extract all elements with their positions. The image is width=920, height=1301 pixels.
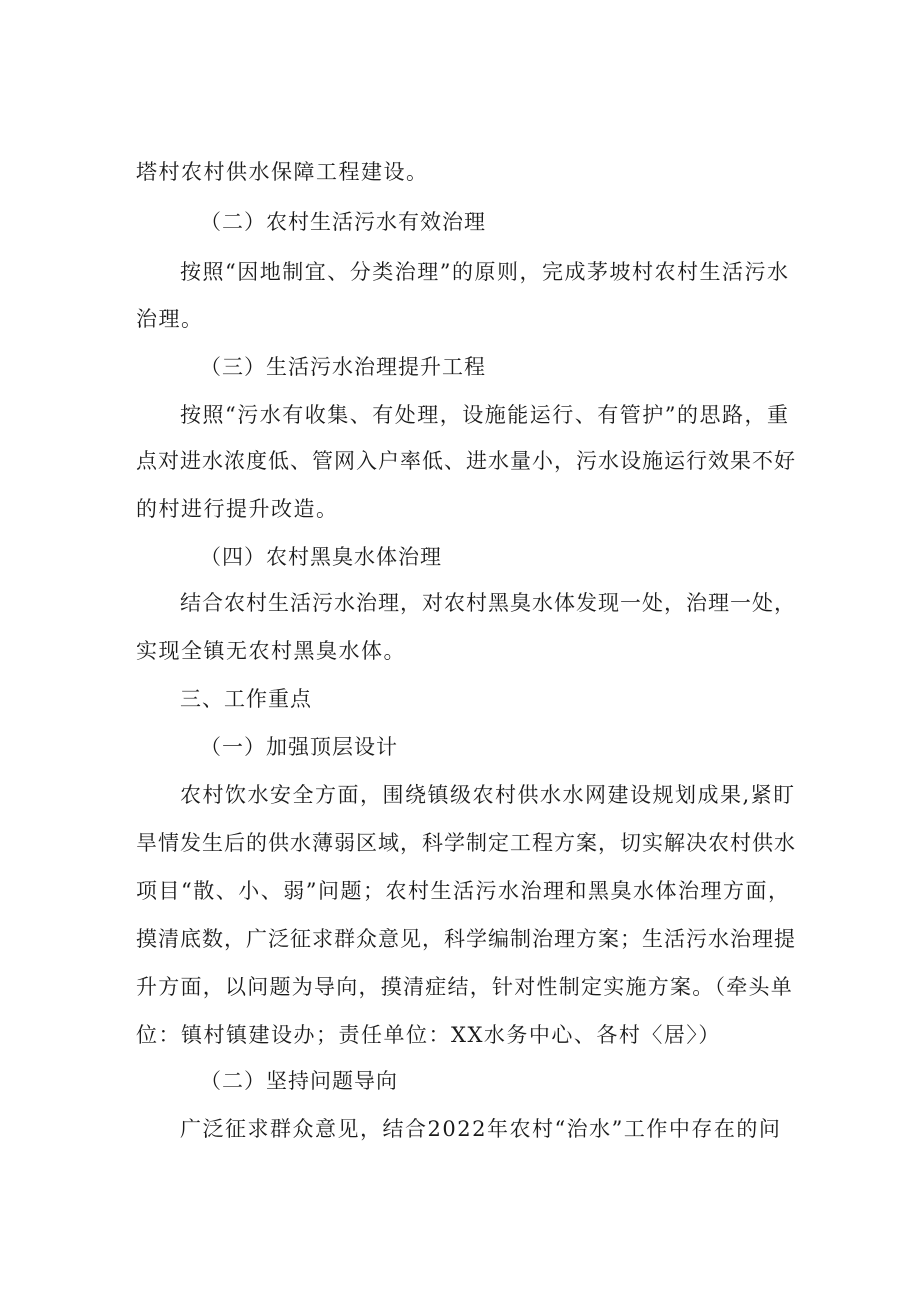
body-text-line: 的村进行提升改造。 — [136, 497, 339, 521]
subsection-heading: （二）坚持问题导向 — [200, 1069, 398, 1093]
body-text-line: 治理。 — [136, 307, 204, 331]
body-text-line: 农村饮水安全方面，围绕镇级农村供水水网建设规划成果,紧盯 — [180, 783, 796, 807]
body-text-line: 位：镇村镇建设办；责任单位：XX水务中心、各村〈居〉） — [136, 1023, 721, 1047]
body-text-line: 按照“污水有收集、有处理，设施能运行、有管护”的思路，重 — [180, 403, 790, 427]
body-text-line: 按照“因地制宜、分类治理”的原则，完成茅坡村农村生活污水 — [180, 260, 790, 284]
body-text-line: 点对进水浓度低、管网入户率低、进水量小，污水设施运行效果不好 — [136, 449, 796, 473]
body-text-line: 摸清底数，广泛征求群众意见，科学编制治理方案；生活污水治理提 — [136, 927, 796, 951]
body-text-line: 实现全镇无农村黑臭水体。 — [136, 639, 406, 663]
subsection-heading: （三）生活污水治理提升工程 — [200, 355, 486, 379]
body-text-line: 项目“散、小、弱”问题；农村生活污水治理和黑臭水体治理方面， — [136, 879, 791, 903]
subsection-heading: （二）农村生活污水有效治理 — [200, 210, 486, 234]
body-text-line: 结合农村生活污水治理，对农村黑臭水体发现一处，治理一处， — [180, 591, 796, 615]
body-text-line: 塔村农村供水保障工程建设。 — [136, 160, 429, 184]
section-heading: 三、工作重点 — [180, 687, 312, 711]
body-text-line: 旱情发生后的供水薄弱区域，科学制定工程方案，切实解决农村供水 — [136, 831, 796, 855]
subsection-heading: （一）加强顶层设计 — [200, 735, 398, 759]
body-text-line: 升方面，以问题为导向，摸清症结，针对性制定实施方案。（牵头单 — [136, 975, 793, 999]
subsection-heading: （四）农村黑臭水体治理 — [200, 545, 442, 569]
body-text-line: 广泛征求群众意见，结合2022年农村“治水”工作中存在的问 — [180, 1117, 782, 1141]
